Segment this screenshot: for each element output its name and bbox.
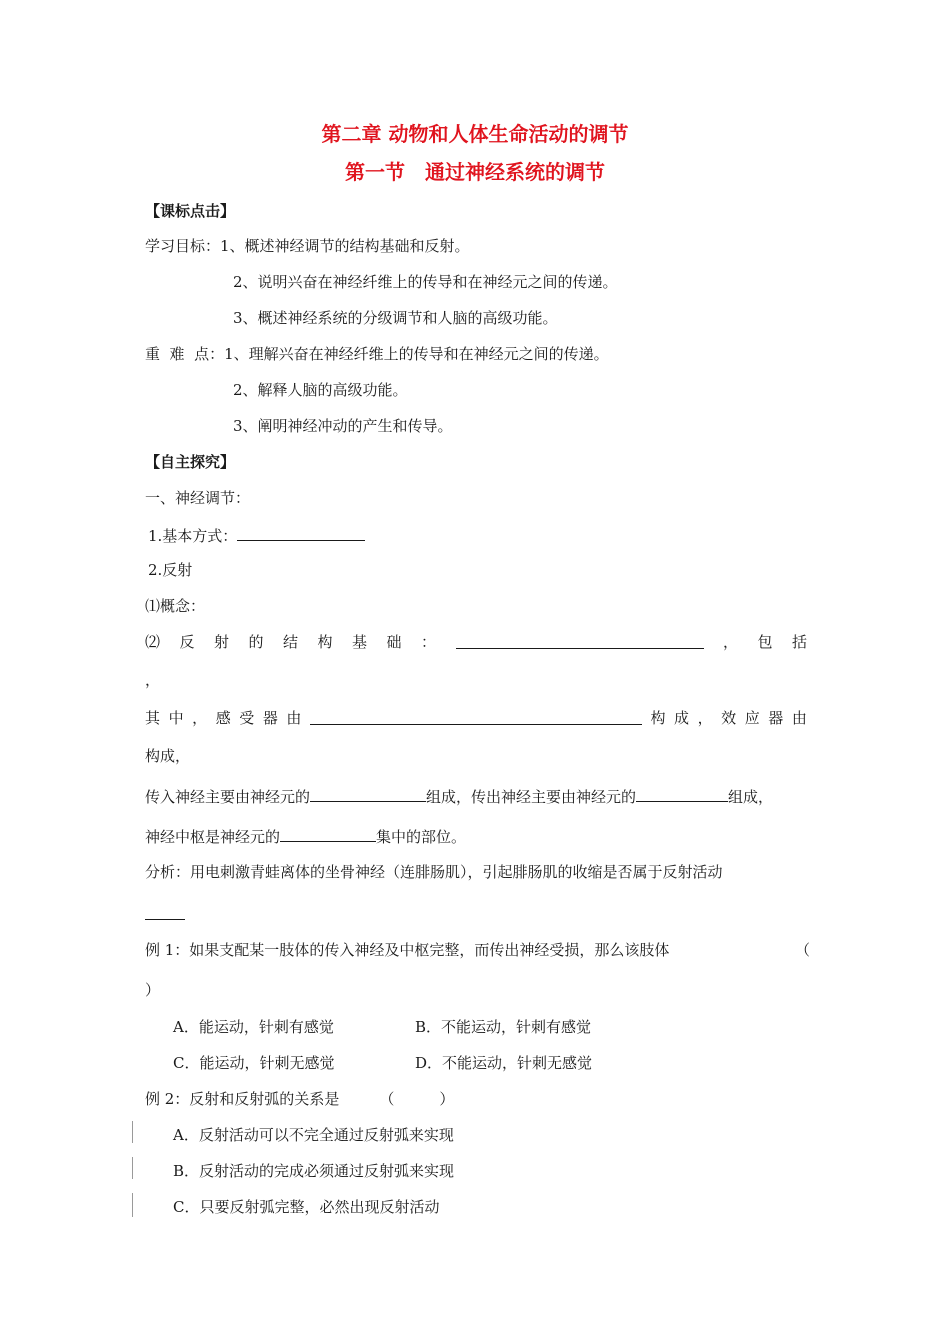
structure-char: 射 (214, 633, 230, 651)
structure-char: 基 (352, 633, 368, 651)
nerve-center-text: 神经中枢是神经元的 (145, 828, 281, 846)
receptor-char: 效 (721, 709, 737, 727)
nerve-center-suffix: 集中的部位。 (376, 828, 467, 846)
receptor-line (145, 708, 807, 728)
example2-question: 例 2：反射和反射弧的关系是 (145, 1090, 340, 1108)
basic-mode-line (148, 524, 365, 546)
chapter-title: 第二章 动物和人体生命活动的调节 (321, 122, 629, 146)
receptor-char: 由 (286, 709, 302, 727)
key-points-line (145, 344, 609, 364)
structure-char: ⑵ (145, 633, 161, 651)
key-points-label: 重 难 点： (145, 345, 225, 363)
afferent-efferent-line (145, 785, 773, 807)
margin-bar (132, 1157, 133, 1179)
structure-char: 础 (386, 633, 402, 651)
learning-goals-line (145, 236, 470, 256)
learning-goals-label: 学习目标： (145, 237, 221, 255)
concept-label: ⑴概念： (145, 597, 206, 615)
example2-option-c[interactable]: C．只要反射弧完整，必然出现反射活动 (173, 1198, 440, 1216)
reflex-label: 2.反射 (148, 561, 193, 579)
receptor-char: 其 (145, 709, 161, 727)
example1-option-d[interactable]: D．不能运动，针刺无感觉 (415, 1054, 593, 1072)
structure-char: 包 (757, 633, 773, 651)
part-one-label: 一、神经调节： (145, 489, 251, 507)
composed-suffix: 组成， (728, 788, 774, 806)
structure-char: 的 (248, 633, 264, 651)
example1-paren-open: （ (795, 941, 811, 959)
receptor-blank[interactable] (310, 708, 642, 725)
margin-bar (132, 1193, 133, 1217)
structure-continuation: ， (145, 671, 161, 689)
analysis-text: 分析：用电刺激青蛙离体的坐骨神经（连腓肠肌），引起腓肠肌的收缩是否属于反射活动 (145, 863, 723, 881)
efferent-blank[interactable] (636, 785, 728, 802)
reflex-structure-line (145, 632, 807, 652)
receptor-char: 构 (650, 709, 666, 727)
structure-char: ： (421, 633, 437, 651)
structure-char: 结 (283, 633, 299, 651)
learning-goal-1: 1、概述神经调节的结构基础和反射。 (220, 237, 470, 255)
receptor-char: 应 (744, 709, 760, 727)
example1-paren-close: ） (145, 981, 161, 999)
receptor-char: 器 (262, 709, 278, 727)
receptor-char: 感 (215, 709, 231, 727)
structure-char: 构 (317, 633, 333, 651)
example2-option-a[interactable]: A．反射活动可以不完全通过反射弧来实现 (173, 1126, 454, 1144)
reflex-structure-blank[interactable] (456, 632, 704, 649)
afferent-blank[interactable] (310, 785, 426, 802)
receptor-char: ， (697, 709, 713, 727)
receptor-char: 由 (791, 709, 807, 727)
course-standards-heading: 【课标点击】 (145, 202, 236, 220)
example2-question-line (145, 1089, 454, 1109)
example2-paren: （ ） (379, 1090, 455, 1108)
structure-char: 反 (179, 633, 195, 651)
receptor-char: ， (192, 709, 208, 727)
example1-option-b[interactable]: B．不能运动，针刺有感觉 (415, 1018, 592, 1036)
learning-goal-2: 2、说明兴奋在神经纤维上的传导和在神经元之间的传递。 (233, 273, 618, 291)
section-title: 第一节 通过神经系统的调节 (345, 160, 605, 184)
key-point-3: 3、阐明神经冲动的产生和传导。 (233, 417, 453, 435)
learning-goal-3: 3、概述神经系统的分级调节和人脑的高级功能。 (233, 309, 558, 327)
afferent-text: 传入神经主要由神经元的 (145, 788, 311, 806)
receptor-char: 成 (674, 709, 690, 727)
analysis-answer-blank[interactable] (145, 919, 185, 920)
key-point-1: 1、理解兴奋在神经纤维上的传导和在神经元之间的传递。 (224, 345, 609, 363)
receptor-char: 中 (168, 709, 184, 727)
receptor-char: 器 (768, 709, 784, 727)
example1-option-a[interactable]: A．能运动，针刺有感觉 (173, 1018, 334, 1036)
example2-option-b[interactable]: B．反射活动的完成必须通过反射弧来实现 (173, 1162, 455, 1180)
example1-question: 例 1：如果支配某一肢体的传入神经及中枢完整，而传出神经受损，那么该肢体 (145, 941, 670, 959)
structure-char: 括 (791, 633, 807, 651)
receptor-char: 受 (239, 709, 255, 727)
self-study-heading: 【自主探究】 (145, 453, 236, 471)
margin-bar (132, 1121, 133, 1143)
structure-char: ， (722, 633, 738, 651)
basic-mode-label: 1.基本方式： (148, 527, 238, 545)
example1-option-c[interactable]: C．能运动，针刺无感觉 (173, 1054, 335, 1072)
nerve-center-blank[interactable] (280, 825, 376, 842)
key-point-2: 2、解释人脑的高级功能。 (233, 381, 408, 399)
efferent-text: 组成，传出神经主要由神经元的 (426, 788, 637, 806)
basic-mode-blank[interactable] (237, 524, 365, 541)
composed-text: 构成， (145, 747, 191, 765)
nerve-center-line (145, 825, 466, 847)
